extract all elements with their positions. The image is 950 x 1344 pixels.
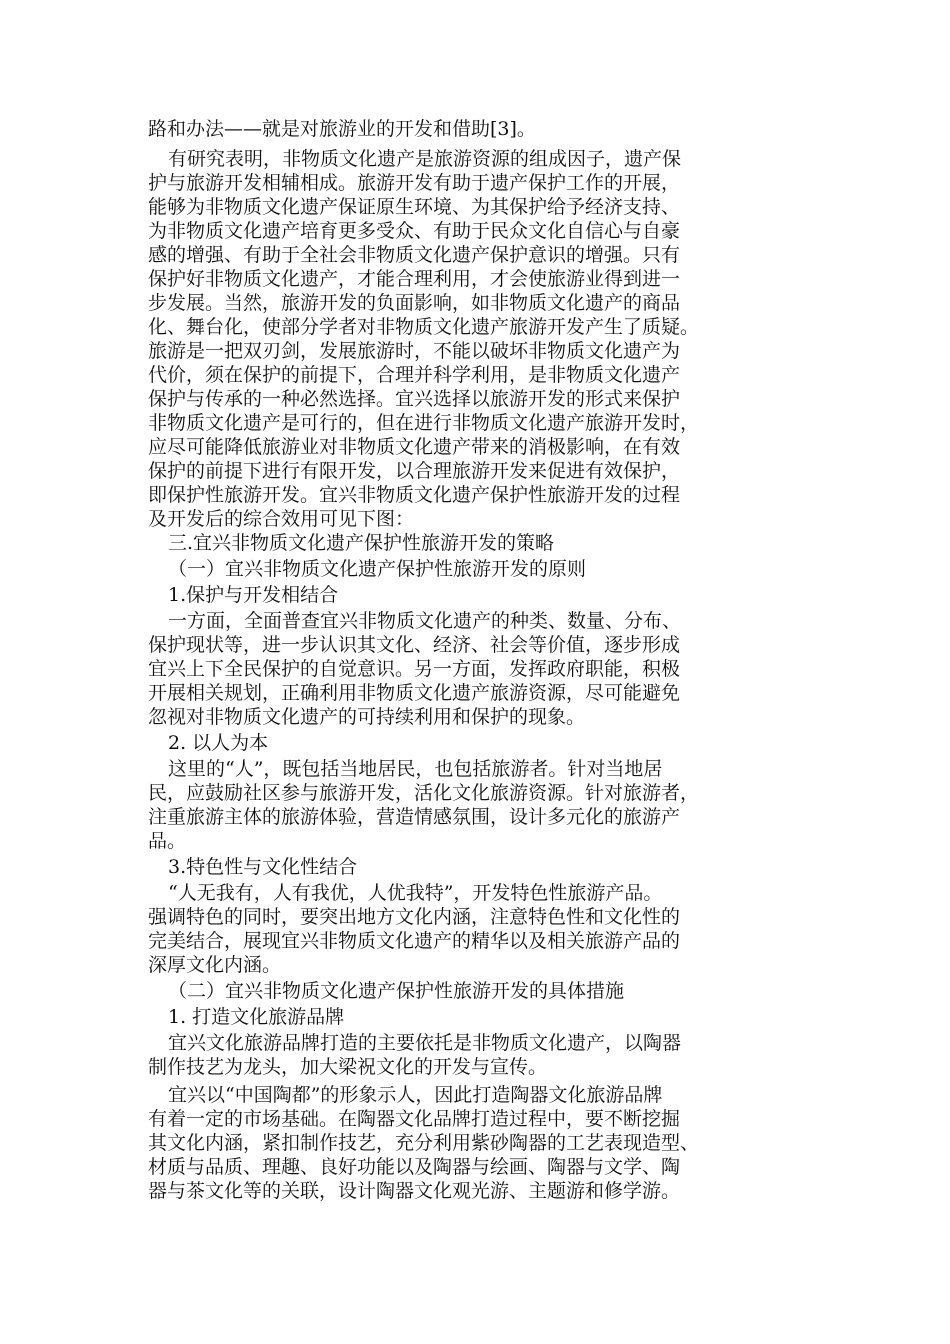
text-line: 开展相关规划，正确利用非物质文化遗产旅游资源，尽可能避免 [148, 682, 681, 704]
text-line: 有着一定的市场基础。在陶器文化品牌打造过程中，要不断挖掘 [148, 1108, 681, 1130]
text-line: 忽视对非物质文化遗产的可持续利用和保护的现象。 [148, 706, 586, 728]
text-line: 制作技艺为龙头，加大梁祝文化的开发与宣传。 [148, 1056, 548, 1078]
text-line: 宜兴文化旅游品牌打造的主要依托是非物质文化遗产，以陶器 [168, 1032, 682, 1054]
text-line: 即保护性旅游开发。宜兴非物质文化遗产保护性旅游开发的过程 [148, 484, 681, 506]
text-line: 化、舞台化，使部分学者对非物质文化遗产旅游开发产生了质疑。 [148, 316, 700, 338]
text-line: 保护好非物质文化遗产，才能合理利用，才会使旅游业得到进一 [148, 268, 681, 290]
text-line: 及开发后的综合效用可见下图： [148, 508, 415, 530]
text-line: 一方面，全面普查宜兴非物质文化遗产的种类、数量、分布、 [168, 610, 682, 632]
text-line: 宜兴上下全民保护的自觉意识。另一方面，发挥政府职能，积极 [148, 658, 681, 680]
text-line: 护与旅游开发相辅相成。旅游开发有助于遗产保护工作的开展， [148, 172, 681, 194]
text-line: 2. 以人为本 [168, 732, 269, 754]
text-line: 保护现状等，进一步认识其文化、经济、社会等价值，逐步形成 [148, 634, 681, 656]
text-line: 注重旅游主体的旅游体验，营造情感氛围，设计多元化的旅游产 [148, 806, 681, 828]
text-line: 这里的“人”，既包括当地居民，也包括旅游者。针对当地居 [168, 758, 663, 780]
text-line: 器与茶文化等的关联，设计陶器文化观光游、主题游和修学游。 [148, 1180, 681, 1202]
text-line: 品。 [148, 830, 187, 852]
text-line: 保护与传承的一种必然选择。宜兴选择以旅游开发的形式来保护 [148, 388, 681, 410]
text-line: “人无我有，人有我优，人优我特”，开发特色性旅游产品。 [168, 882, 663, 904]
text-line: 为非物质文化遗产培育更多受众、有助于民众文化自信心与自豪 [148, 220, 681, 242]
text-line: 保护的前提下进行有限开发，以合理旅游开发来促进有效保护， [148, 460, 681, 482]
text-line: 1. 打造文化旅游品牌 [168, 1006, 345, 1028]
text-line: 三.宜兴非物质文化遗产保护性旅游开发的策略 [168, 532, 555, 554]
text-line: （一）宜兴非物质文化遗产保护性旅游开发的原则 [168, 558, 587, 580]
text-line: 完美结合，展现宜兴非物质文化遗产的精华以及相关旅游产品的 [148, 930, 681, 952]
text-line: 旅游是一把双刃剑，发展旅游时，不能以破坏非物质文化遗产为 [148, 340, 681, 362]
text-line: 强调特色的同时，要突出地方文化内涵，注意特色性和文化性的 [148, 906, 681, 928]
text-line: 代价，须在保护的前提下，合理并科学利用，是非物质文化遗产 [148, 364, 681, 386]
text-line: 路和办法——就是对旅游业的开发和借助[3]。 [148, 118, 536, 140]
text-line: 应尽可能降低旅游业对非物质文化遗产带来的消极影响，在有效 [148, 436, 681, 458]
text-line: （二）宜兴非物质文化遗产保护性旅游开发的具体措施 [168, 980, 625, 1002]
text-line: 有研究表明，非物质文化遗产是旅游资源的组成因子，遗产保 [168, 148, 682, 170]
text-line: 非物质文化遗产是可行的，但在进行非物质文化遗产旅游开发时， [148, 412, 700, 434]
text-line: 1.保护与开发相结合 [168, 584, 339, 606]
text-line: 感的增强、有助于全社会非物质文化遗产保护意识的增强。只有 [148, 244, 681, 266]
text-line: 宜兴以“中国陶都”的形象示人，因此打造陶器文化旅游品牌 [168, 1084, 663, 1106]
text-line: 其文化内涵，紧扣制作技艺，充分利用紫砂陶器的工艺表现造型、 [148, 1132, 700, 1154]
text-line: 民，应鼓励社区参与旅游开发，活化文化旅游资源。针对旅游者， [148, 782, 700, 804]
text-line: 3.特色性与文化性结合 [168, 856, 358, 878]
text-line: 步发展。当然，旅游开发的负面影响，如非物质文化遗产的商品 [148, 292, 681, 314]
text-line: 深厚文化内涵。 [148, 954, 282, 976]
text-line: 能够为非物质文化遗产保证原生环境、为其保护给予经济支持、 [148, 196, 681, 218]
text-line: 材质与品质、理趣、良好功能以及陶器与绘画、陶器与文学、陶 [148, 1156, 681, 1178]
